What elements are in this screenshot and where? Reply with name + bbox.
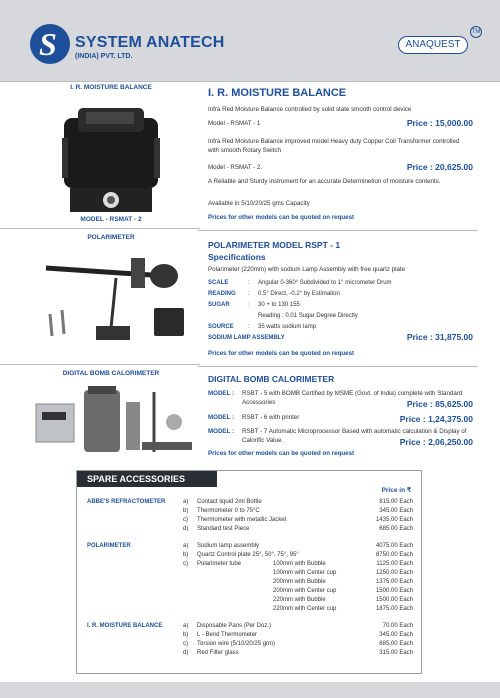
polarimeter-spec-heading: Specifications <box>208 252 266 262</box>
divider <box>198 230 478 231</box>
polarimeter-desc: Polarimeter (220mm) with sodium Lamp Assembly with free quartz plate <box>208 266 406 273</box>
polarimeter-lamp-label: SODIUM LAMP ASSEMBLY <box>208 335 285 341</box>
table-row <box>77 588 423 597</box>
table-row <box>77 543 423 552</box>
table-row <box>77 526 423 535</box>
table-row <box>77 623 423 632</box>
row-price: 8750.00 Each <box>375 552 413 558</box>
row-letter: d) <box>183 526 189 532</box>
row-item: Red Filter glass <box>197 650 239 656</box>
row-letter: a) <box>183 543 189 549</box>
table-row <box>77 499 423 508</box>
spec-key: SUGAR <box>208 302 230 308</box>
row-price: 1125.00 Each <box>376 561 413 567</box>
bomb-model-desc: RSBT - 6 with printer <box>242 414 300 421</box>
row-price: 1250.00 Each <box>375 570 413 576</box>
polarimeter-price: Price : 31,875.00 <box>406 332 473 342</box>
bomb-model-desc: RSBT - 7 Automatic Microprocessor Based with automatic calculation & Display of Calorific Value. <box>242 428 467 444</box>
bomb-model-label: MODEL : <box>208 414 235 421</box>
polarimeter-image <box>36 248 191 360</box>
ir-desc-1: Infra Red Moisture Balance controlled by solid state smooth control device <box>208 106 412 113</box>
bomb-model-price: Price : 85,625.00 <box>406 399 473 409</box>
spec-value: Angular 0-360° Subdivided to 1° micrometer Drum <box>258 280 392 286</box>
spec-key: SOURCE <box>208 324 234 330</box>
row-variant: 100mm with Center cup <box>273 570 337 576</box>
ir-model-1: Model - RSMAT - 1 <box>208 120 261 127</box>
row-price: 685.00 Each <box>379 526 413 532</box>
row-price: 1875.00 Each <box>375 606 413 612</box>
ir-availability: Available in 5/10/20/25 gms Capacity <box>208 200 310 207</box>
row-letter: b) <box>183 508 189 514</box>
bomb-model-label: MODEL : <box>208 428 235 435</box>
section-title-ir: I. R. MOISTURE BALANCE <box>208 87 347 99</box>
row-variant: 220mm with Center cup <box>273 606 337 612</box>
bomb-calorimeter-image <box>34 382 199 458</box>
row-item: Thermometer 0 to 75°C <box>197 508 260 514</box>
row-price: 685.00 Each <box>379 641 413 647</box>
row-price: 315.00 Each <box>379 650 413 656</box>
divider <box>0 228 200 229</box>
row-variant: 100mm with Bubble <box>273 561 326 567</box>
row-price: 815.00 Each <box>379 499 413 505</box>
table-row <box>77 570 423 579</box>
ir-price-1: Price : 15,000.00 <box>406 118 473 128</box>
divider <box>0 364 200 365</box>
table-row <box>77 579 423 588</box>
row-letter: a) <box>183 499 189 505</box>
row-variant: 200mm with Center cup <box>273 588 337 594</box>
row-letter: b) <box>183 632 189 638</box>
table-row <box>77 508 423 517</box>
caption-bomb-calorimeter: DIGITAL BOMB CALORIMETER <box>62 370 160 377</box>
spec-value: Reading : 0.01 Sugar Degree Directly <box>258 313 358 319</box>
spec-value: 35 watts sodium lamp <box>258 324 317 330</box>
section-title-bomb: DIGITAL BOMB CALORIMETER <box>208 374 335 384</box>
row-item: L - Bend Thermometer <box>197 632 258 638</box>
row-item: Contact liquid 2ml Bottle <box>197 499 262 505</box>
bomb-model-desc: RSBT - 5 with BOMB Certified by MSME (Govt. of India) complete with Standard Accessories <box>242 390 463 406</box>
row-variant: 200mm with Bubble <box>273 579 326 585</box>
ir-price-2: Price : 20,625.00 <box>406 162 473 172</box>
row-item: Polarimeter tube <box>197 561 242 567</box>
spare-group-name: POLARIMETER <box>87 543 131 549</box>
brand-subtitle: (INDIA) PVT. LTD. <box>75 53 133 60</box>
trademark-badge: TM <box>470 26 482 38</box>
bomb-model-price: Price : 2,06,250.00 <box>399 437 473 447</box>
page-header <box>0 0 500 82</box>
spare-group-name: I. R. MOISTURE BALANCE <box>87 623 163 629</box>
row-variant: 220mm with Bubble <box>273 597 326 603</box>
row-price: 1500.00 Each <box>375 597 413 603</box>
row-letter: c) <box>183 641 188 647</box>
polarimeter-note: Prices for other models can be quoted on request <box>208 350 355 357</box>
spec-key: READING <box>208 291 236 297</box>
moisture-balance-image <box>56 98 166 216</box>
spec-colon: : <box>248 280 250 286</box>
brand-name: SYSTEM ANATECH <box>75 34 225 51</box>
table-row <box>77 641 423 650</box>
row-letter: c) <box>183 561 188 567</box>
row-price: 4075.00 Each <box>375 543 413 549</box>
row-letter: a) <box>183 623 189 629</box>
ir-desc-2: Infra Red Moisture Balance improved model Heavy duty Copper Coil Transformer controlled with smooth Rotary Switch <box>208 138 460 154</box>
spare-accessories-table <box>76 470 422 674</box>
company-logo: S <box>30 24 70 64</box>
bomb-note: Prices for other models can be quoted on request <box>208 450 355 457</box>
spec-key: SCALE <box>208 280 229 286</box>
spare-title: SPARE ACCESSORIES <box>77 471 217 487</box>
row-price: 1375.00 Each <box>375 579 413 585</box>
row-item: Torsion wire (5/10/20/25 grm) <box>197 641 276 647</box>
ir-desc-3: A Reliable and Sturdy instrument for an accurate Determinetion of moisture contents. <box>208 178 441 185</box>
row-item: Sodium lamp assembly <box>197 543 260 549</box>
partner-logo: ANAQUEST <box>398 36 468 54</box>
product-images <box>26 82 196 460</box>
row-letter: b) <box>183 552 189 558</box>
divider <box>198 366 478 367</box>
caption-model-rsmat2: MODEL - RSMAT - 2 <box>80 216 142 223</box>
spec-colon: : <box>248 302 250 308</box>
caption-ir-moisture: I. R. MOISTURE BALANCE <box>70 84 152 91</box>
row-price: 1500.00 Each <box>375 588 413 594</box>
table-row <box>77 561 423 570</box>
price-in-header: Price in ₹ <box>381 487 411 494</box>
section-title-polarimeter: POLARIMETER MODEL RSPT - 1 <box>208 240 341 250</box>
bomb-model-label: MODEL : <box>208 390 235 397</box>
footer-band <box>0 682 500 698</box>
table-row <box>77 650 423 659</box>
spec-value: 30 + to 130 155 <box>258 302 300 308</box>
row-letter: c) <box>183 517 188 523</box>
row-price: 345.00 Each <box>379 508 413 514</box>
table-row <box>77 517 423 526</box>
row-item: Thermometer with metallic Jacket <box>197 517 287 523</box>
bomb-model-price: Price : 1,24,375.00 <box>399 414 473 424</box>
spec-colon: : <box>248 324 250 330</box>
row-item: Quartz Control plate 25°, 50°, 75°, 95° <box>197 552 299 558</box>
row-price: 1435.00 Each <box>375 517 413 523</box>
table-row <box>77 606 423 615</box>
ir-note: Prices for other models can be quoted on request <box>208 214 355 221</box>
ir-model-2: Model - RSMAT - 2. <box>208 164 263 171</box>
table-row <box>77 632 423 641</box>
row-item: Standard test Piece <box>197 526 250 532</box>
table-row <box>77 597 423 606</box>
caption-polarimeter: POLARIMETER <box>87 234 135 241</box>
row-price: 70.00 Each <box>382 623 413 629</box>
spare-group-name: ABBE'S REFRACTOMETER <box>87 499 166 505</box>
row-item: Disposable Pans (Per Doz.) <box>197 623 272 629</box>
spec-colon: : <box>248 291 250 297</box>
table-row <box>77 552 423 561</box>
spec-value: 0.5° Direct, -0.2° by Estimation <box>258 291 340 297</box>
row-price: 345.00 Each <box>379 632 413 638</box>
row-letter: d) <box>183 650 189 656</box>
